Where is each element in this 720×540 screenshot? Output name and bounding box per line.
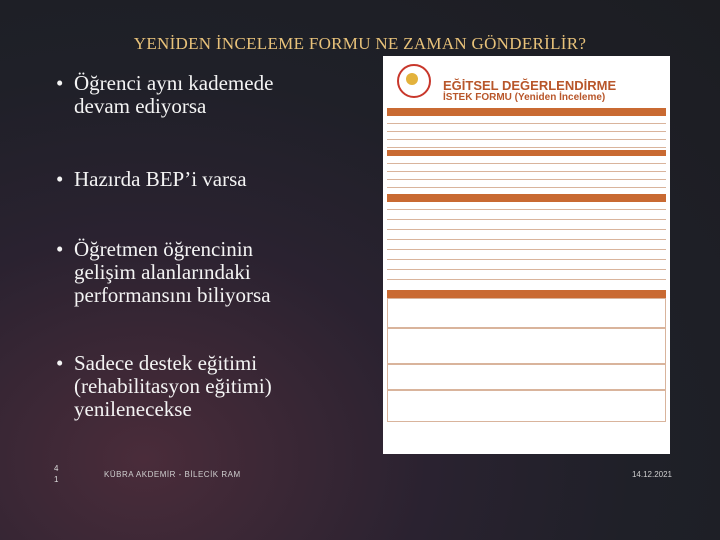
bullet-line: Öğretmen öğrencinin (74, 237, 254, 261)
form-row (387, 252, 666, 260)
bullet-item (56, 168, 354, 191)
bullet-line: (rehabilitasyon eğitimi) (74, 374, 272, 398)
form-row (387, 132, 666, 140)
form-row (387, 172, 666, 180)
bullet-dot: • (56, 167, 64, 191)
form-row (387, 232, 666, 240)
ministry-logo-icon (397, 64, 431, 98)
bullet-line: yenilenecekse (74, 397, 192, 421)
form-row (387, 156, 666, 164)
form-row (387, 164, 666, 172)
bullet-line: Öğrenci aynı kademede (74, 71, 274, 95)
bullet-dot: • (56, 237, 64, 261)
form-header-line2: İSTEK FORMU (Yeniden İnceleme) (443, 92, 606, 103)
form-text-box (387, 390, 666, 422)
form-text-box (387, 298, 666, 328)
bullet-line: gelişim alanlarındaki (74, 260, 251, 284)
form-row (387, 140, 666, 148)
form-header-line1: EĞİTSEL DEĞERLENDİRME (443, 78, 617, 93)
form-row (387, 202, 666, 210)
form-row (387, 212, 666, 220)
form-section-bar (387, 108, 666, 116)
form-image (383, 56, 670, 454)
bullet-dot: • (56, 351, 64, 375)
bullet-line: Hazırda BEP’i varsa (74, 167, 247, 191)
bullet-dot: • (56, 71, 64, 95)
bullet-item (56, 238, 354, 307)
form-row (387, 124, 666, 132)
form-row (387, 222, 666, 230)
footer-date: 14.12.2021 (631, 470, 672, 479)
form-section-bar (387, 194, 666, 202)
bullet-line: Sadece destek eğitimi (74, 351, 258, 375)
form-row (387, 180, 666, 188)
form-text-box (387, 328, 666, 364)
footer-author: KÜBRA AKDEMİR - BİLECİK RAM (104, 470, 241, 479)
form-row (387, 242, 666, 250)
slide-title: YENİDEN İNCELEME FORMU NE ZAMAN GÖNDERİLİR? (133, 34, 587, 53)
form-section-bar (387, 290, 666, 298)
form-row (387, 272, 666, 280)
bullet-line: devam ediyorsa (74, 94, 207, 118)
form-row (387, 116, 666, 124)
bullet-item (56, 72, 354, 118)
form-row (387, 262, 666, 270)
slide-number: 4 1 (54, 464, 59, 484)
form-row (387, 430, 666, 438)
bullet-item (56, 352, 354, 421)
bullet-line: performansını biliyorsa (74, 283, 271, 307)
form-text-box (387, 364, 666, 390)
